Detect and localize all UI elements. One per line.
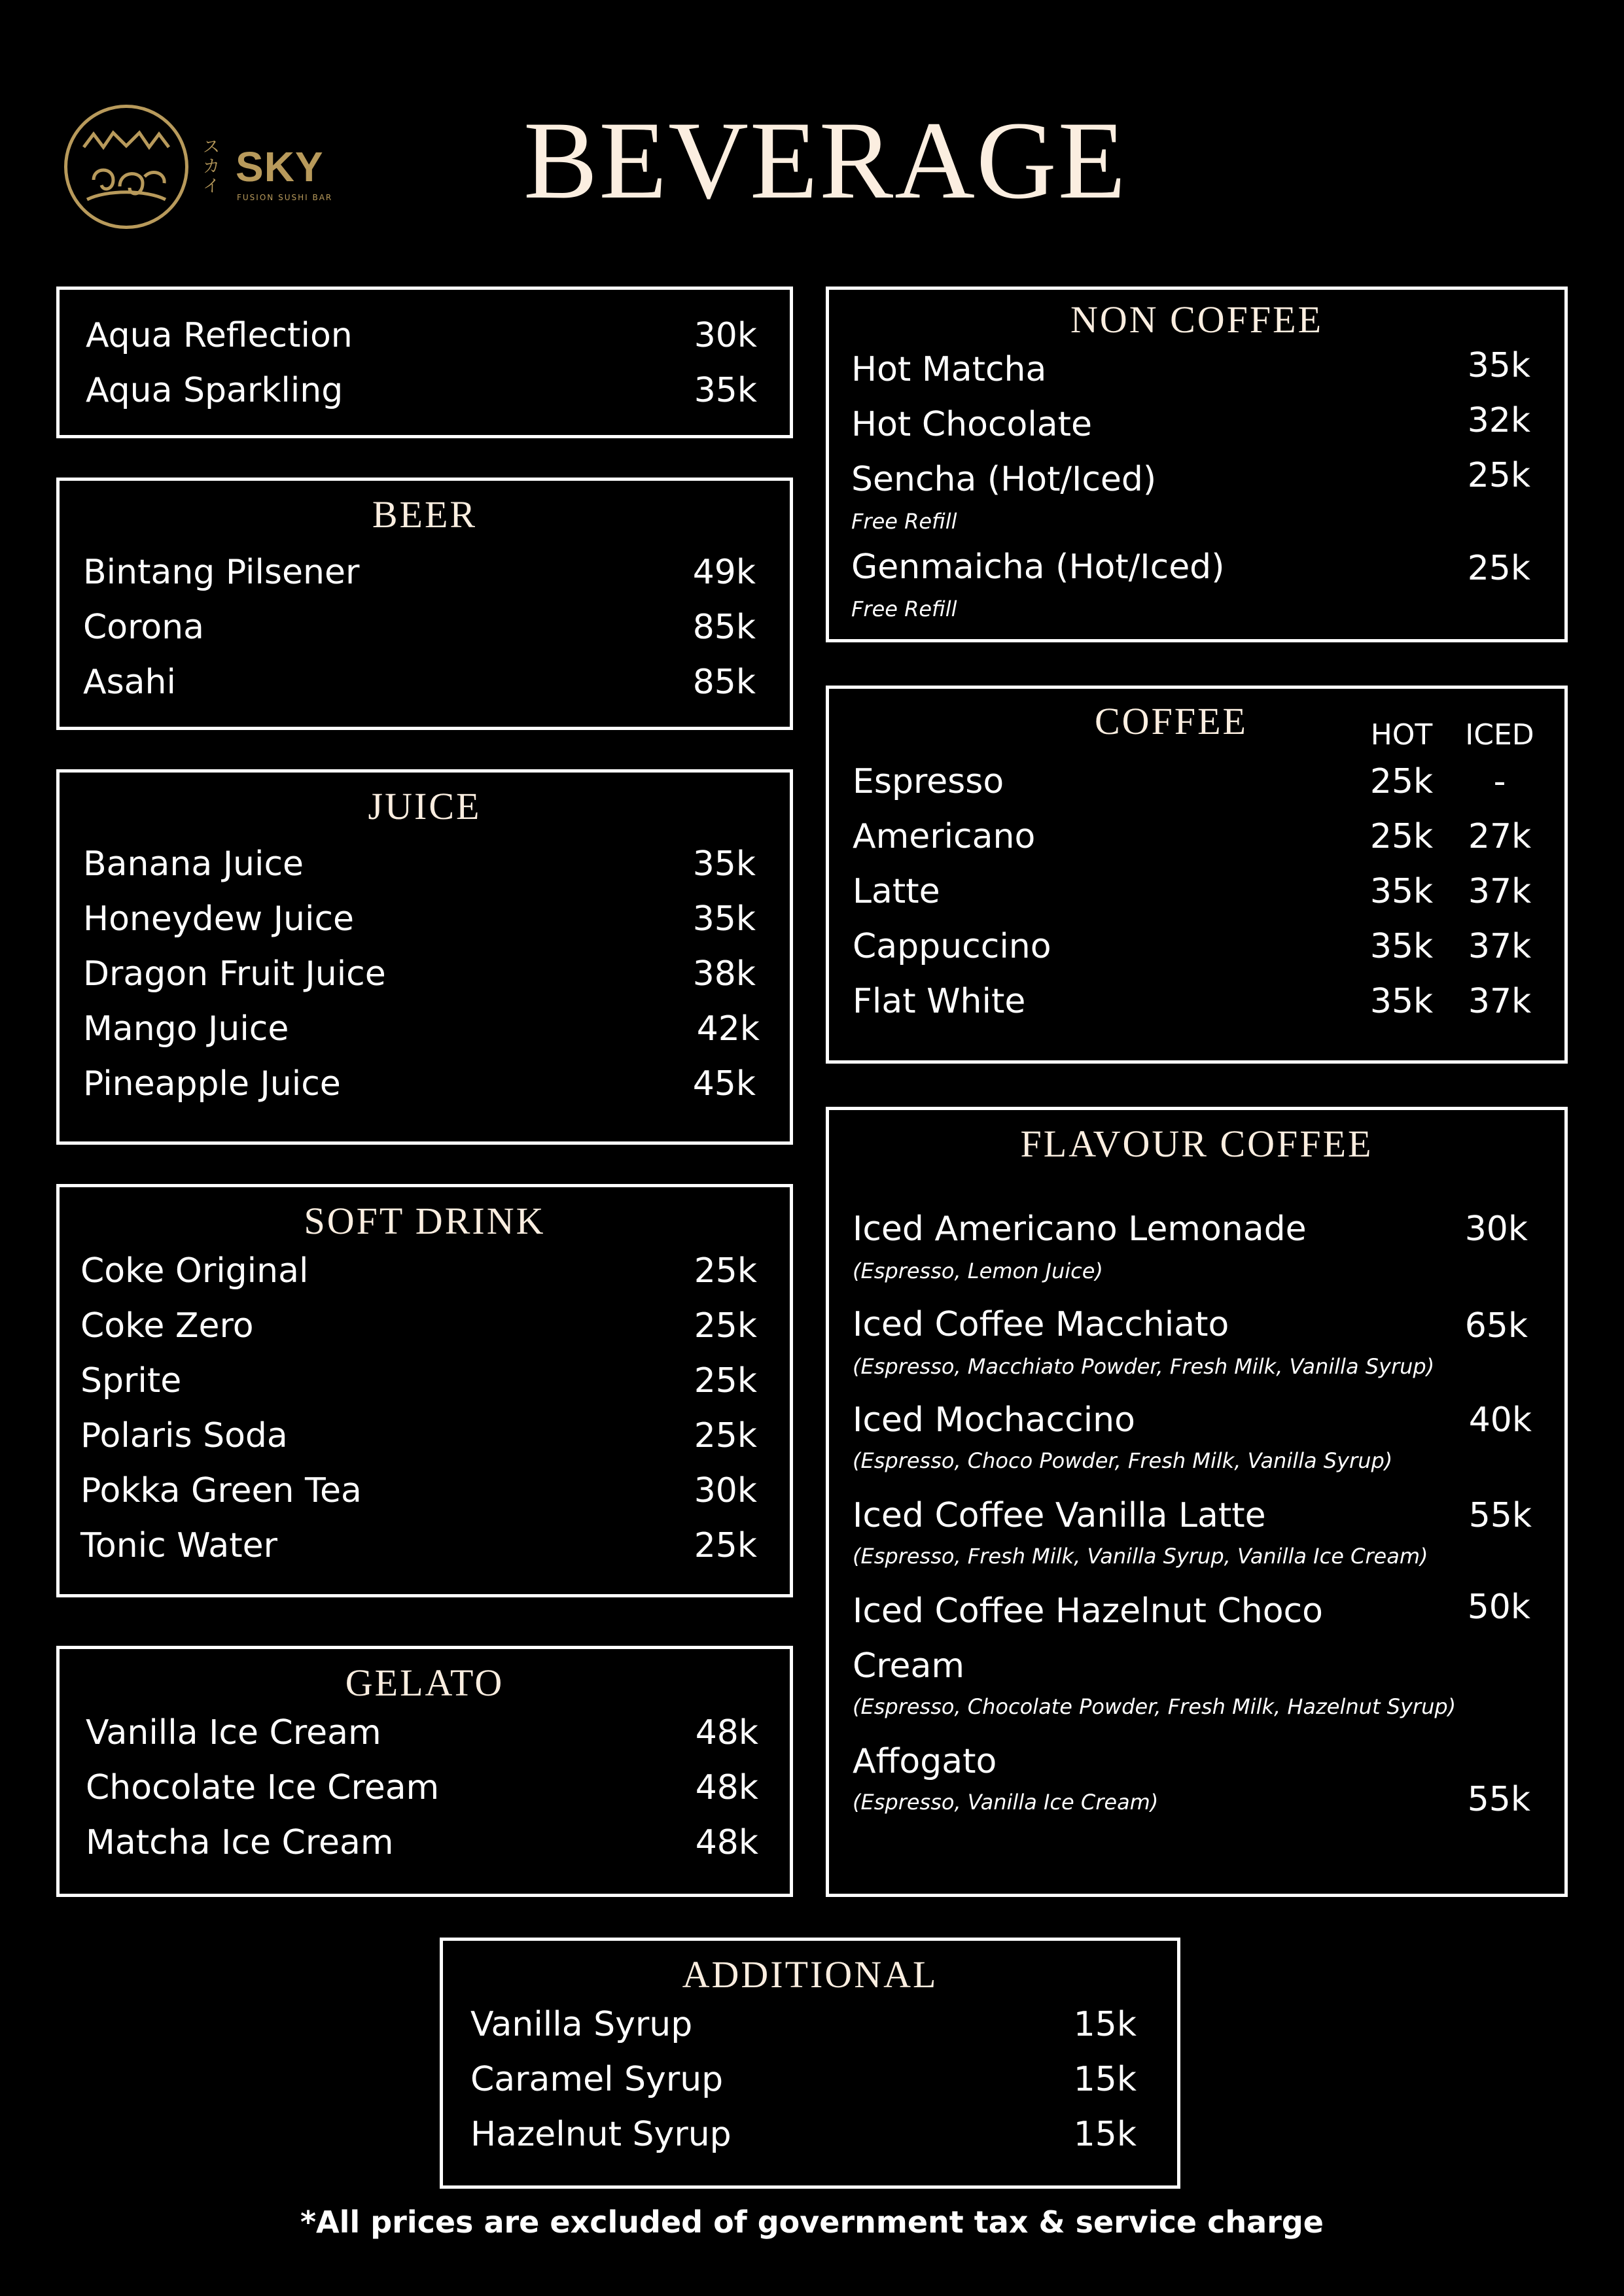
section-heading: ADDITIONAL (682, 1953, 938, 1996)
item-price: 49k (692, 553, 756, 592)
list-item: Pineapple Juice (83, 1064, 341, 1104)
gelato-section (56, 1646, 793, 1897)
item-note: (Espresso, Choco Powder, Fresh Milk, Vanilla Syrup) (853, 1448, 1393, 1473)
item-price: 85k (692, 663, 756, 702)
list-item: Vanilla Syrup (470, 2005, 693, 2044)
item-note: Free Refill (851, 597, 957, 621)
list-item: Tonic Water (80, 1526, 277, 1565)
item-note: (Espresso, Fresh Milk, Vanilla Syrup, Vanilla Ice Cream) (853, 1544, 1428, 1569)
list-item: Dragon Fruit Juice (83, 954, 386, 994)
item-price: 50k (1467, 1588, 1530, 1627)
list-item: Aqua Reflection (86, 316, 353, 355)
list-item: Espresso (853, 762, 1004, 801)
list-item: Polaris Soda (80, 1416, 288, 1455)
item-price: 32k (1467, 401, 1530, 440)
brand-tagline: FUSION SUSHI BAR (237, 193, 333, 202)
list-item: Cappuccino (853, 927, 1051, 966)
hot-price: 25k (1369, 762, 1434, 801)
item-price: 30k (694, 1471, 757, 1510)
section-heading: COFFEE (1095, 700, 1248, 742)
list-item: Latte (853, 872, 940, 911)
list-item: Matcha Ice Cream (86, 1823, 394, 1862)
section-heading: SOFT DRINK (304, 1200, 546, 1242)
flavour-coffee-section (826, 1107, 1568, 1897)
section-heading: FLAVOUR COFFEE (1020, 1122, 1373, 1165)
iced-price: 27k (1468, 817, 1532, 856)
column-header-iced: ICED (1465, 718, 1534, 752)
column-header-hot: HOT (1370, 718, 1433, 752)
list-item: Hot Chocolate (851, 405, 1093, 444)
item-price: 15k (1073, 2115, 1137, 2154)
soft-drink-section (56, 1184, 793, 1597)
iced-price: 37k (1468, 927, 1532, 966)
list-item: Mango Juice (83, 1009, 289, 1049)
list-item: Bintang Pilsener (83, 553, 360, 592)
iced-price: - (1493, 762, 1506, 801)
water-section (56, 287, 793, 438)
additional-section (440, 1938, 1180, 2189)
item-price: 35k (692, 844, 756, 884)
tax-disclaimer: *All prices are excluded of government tax & service charge (300, 2204, 1324, 2240)
list-item: Iced Coffee Hazelnut Choco (853, 1592, 1323, 1631)
non-coffee-section (826, 287, 1568, 642)
list-item: Coke Original (80, 1251, 309, 1291)
page-title: BEVERAGE (523, 99, 1127, 222)
section-heading: JUICE (368, 785, 482, 827)
item-price: 65k (1464, 1306, 1528, 1346)
item-note: (Espresso, Macchiato Powder, Fresh Milk, Vanilla Syrup) (853, 1354, 1435, 1379)
list-item: Iced Coffee Vanilla Latte (853, 1496, 1266, 1535)
item-price: 42k (696, 1009, 760, 1049)
item-price: 85k (692, 608, 756, 647)
section-heading: NON COFFEE (1070, 298, 1324, 341)
list-item: Aqua Sparkling (86, 371, 344, 410)
list-item: Iced Americano Lemonade (853, 1209, 1307, 1249)
item-price: 25k (694, 1526, 757, 1565)
brand-kana: スカイ (203, 137, 221, 196)
beer-section (56, 478, 793, 730)
list-item: Vanilla Ice Cream (86, 1713, 381, 1752)
item-price: 38k (692, 954, 756, 994)
item-price: 30k (1464, 1209, 1528, 1249)
item-note: Free Refill (851, 509, 957, 534)
item-note: (Espresso, Chocolate Powder, Fresh Milk, Hazelnut Syrup) (853, 1694, 1456, 1719)
list-item: Banana Juice (83, 844, 304, 884)
hot-price: 35k (1369, 927, 1434, 966)
list-item: Caramel Syrup (470, 2060, 724, 2099)
hot-price: 35k (1369, 872, 1434, 911)
list-item: Corona (83, 608, 204, 647)
item-note: (Espresso, Lemon Juice) (853, 1259, 1103, 1283)
list-item: Asahi (83, 663, 176, 702)
section-heading: BEER (372, 493, 478, 536)
item-price: 48k (695, 1713, 758, 1752)
iced-price: 37k (1468, 872, 1532, 911)
item-price: 35k (1467, 346, 1530, 385)
item-price: 25k (694, 1251, 757, 1291)
list-item-continued: Cream (853, 1646, 965, 1686)
item-note: (Espresso, Vanilla Ice Cream) (853, 1790, 1159, 1815)
item-price: 25k (694, 1361, 757, 1400)
item-price: 25k (694, 1306, 757, 1346)
list-item: Genmaicha (Hot/Iced) (851, 548, 1225, 587)
section-heading: GELATO (345, 1661, 504, 1704)
item-price: 55k (1467, 1780, 1530, 1819)
list-item: Pokka Green Tea (80, 1471, 362, 1510)
cloud-emblem-icon (64, 105, 188, 229)
item-price: 48k (695, 1768, 758, 1807)
list-item: Sprite (80, 1361, 182, 1400)
list-item: Coke Zero (80, 1306, 254, 1346)
item-price: 25k (1467, 549, 1530, 588)
item-price: 15k (1073, 2060, 1137, 2099)
item-price: 48k (695, 1823, 758, 1862)
hot-price: 25k (1369, 817, 1434, 856)
item-price: 45k (692, 1064, 756, 1104)
item-price: 25k (1467, 456, 1530, 495)
item-price: 15k (1073, 2005, 1137, 2044)
brand-logo (64, 105, 352, 235)
list-item: Chocolate Ice Cream (86, 1768, 440, 1807)
coffee-section (826, 686, 1568, 1064)
item-price: 30k (694, 316, 757, 355)
list-item: Flat White (853, 982, 1026, 1021)
item-price: 35k (692, 899, 756, 939)
juice-section (56, 769, 793, 1145)
item-price: 40k (1468, 1400, 1532, 1440)
list-item: Affogato (853, 1742, 997, 1781)
list-item: Hot Matcha (851, 350, 1047, 389)
item-price: 55k (1468, 1496, 1532, 1535)
list-item: Americano (853, 817, 1036, 856)
item-price: 25k (694, 1416, 757, 1455)
list-item: Honeydew Juice (83, 899, 355, 939)
list-item: Hazelnut Syrup (470, 2115, 732, 2154)
item-price: 35k (694, 371, 757, 410)
list-item: Iced Coffee Macchiato (853, 1305, 1229, 1344)
hot-price: 35k (1369, 982, 1434, 1021)
brand-name: SKY (236, 143, 324, 190)
list-item: Iced Mochaccino (853, 1400, 1135, 1440)
iced-price: 37k (1468, 982, 1532, 1021)
list-item: Sencha (Hot/Iced) (851, 460, 1157, 499)
